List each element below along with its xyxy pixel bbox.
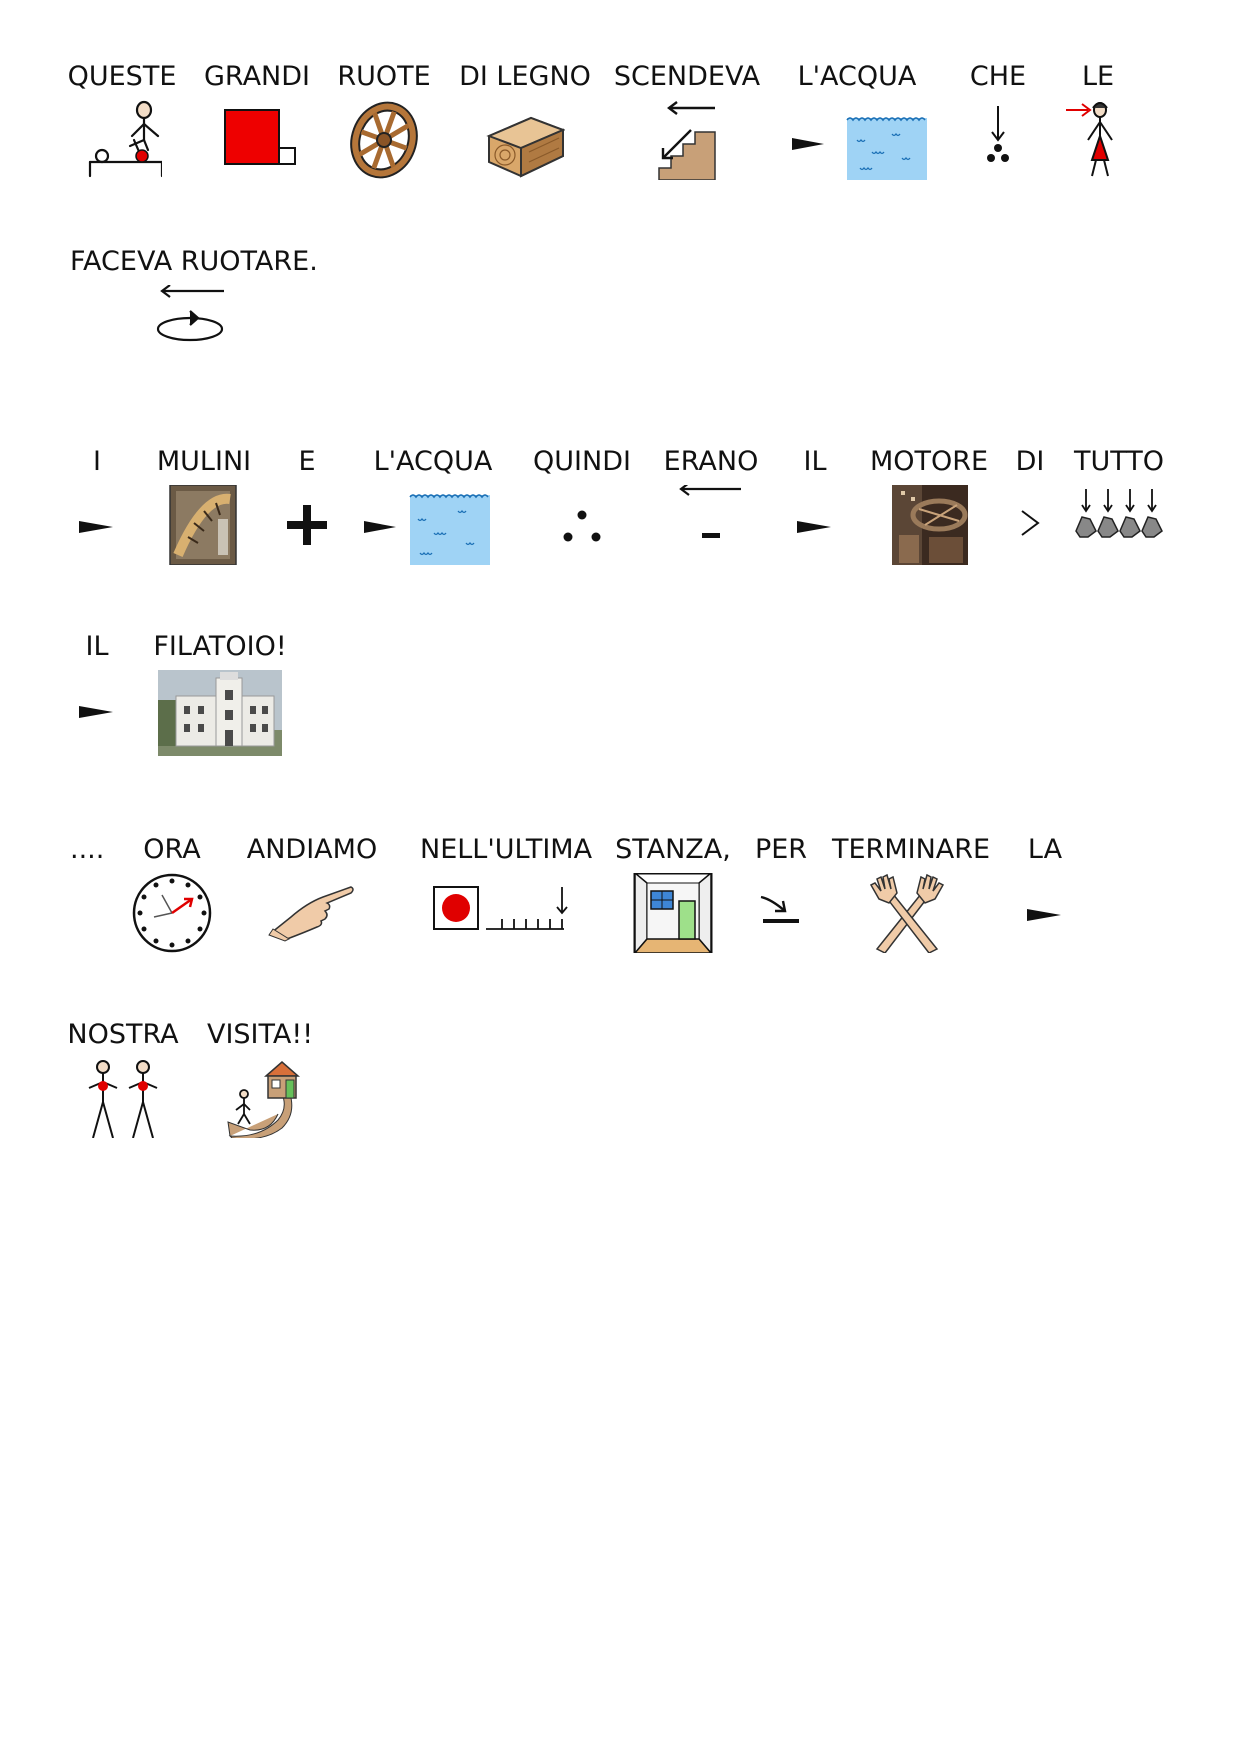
person-pointing-object-icon [82, 100, 162, 180]
word-label: ERANO [663, 446, 759, 477]
rotate-past-icon [150, 285, 230, 365]
clock-icon [132, 873, 212, 953]
word-label: STANZA, [615, 834, 731, 865]
word-lacqua-2 [358, 445, 508, 565]
word-label: ANDIAMO [246, 834, 378, 865]
word-label: TUTTO [1073, 446, 1165, 477]
word-quindi [507, 445, 657, 565]
word-queste [47, 60, 197, 180]
crossed-hands-icon [867, 873, 947, 953]
word-label: IL [803, 446, 827, 477]
plus-icon [267, 485, 347, 565]
word-label: CHE [969, 61, 1027, 92]
word-nostra [48, 1018, 198, 1138]
water-icon [782, 100, 932, 180]
word-andiamo [237, 833, 387, 953]
girl-pointer-icon [1058, 100, 1138, 180]
word-label: QUESTE [67, 61, 177, 92]
two-people-icon [83, 1058, 163, 1138]
word-ruote [309, 60, 459, 180]
word-label: RUOTE [337, 61, 431, 92]
therefore-dots-icon [542, 485, 622, 565]
word-label: SCENDEVA [613, 61, 761, 92]
word-label: .... [70, 834, 105, 865]
article-arrow-icon [775, 485, 855, 565]
word-label: NOSTRA [67, 1019, 179, 1050]
word-label: LE [1081, 61, 1115, 92]
article-arrow-icon [57, 485, 137, 565]
word-tutto [1044, 445, 1194, 565]
wooden-wheel-icon [344, 100, 424, 180]
word-label: MULINI [156, 446, 252, 477]
word-filatoio [145, 630, 295, 750]
word-label: DI LEGNO [459, 61, 591, 92]
article-arrow-icon [57, 670, 137, 750]
word-label: GRANDI [203, 61, 310, 92]
word-label: E [298, 446, 316, 477]
big-small-square-icon [217, 100, 297, 180]
visit-house-path-icon [220, 1058, 300, 1138]
word-visita [185, 1018, 335, 1138]
word-ora [97, 833, 247, 953]
word-lacqua-1 [782, 60, 932, 180]
word-label: FILATOIO! [153, 631, 287, 662]
word-faceva-ruotare [70, 245, 318, 365]
room-icon [633, 873, 713, 953]
word-label: TERMINARE [832, 834, 991, 865]
word-label: NELL'ULTIMA [420, 834, 593, 865]
word-label: I [93, 446, 101, 477]
wood-log-icon [485, 100, 565, 180]
word-di-legno [450, 60, 600, 180]
word-label: L'ACQUA [797, 61, 917, 92]
word-le [1023, 60, 1173, 180]
article-arrow-icon [1005, 873, 1085, 953]
last-position-icon [430, 873, 570, 953]
purpose-arrow-icon [741, 873, 821, 953]
all-items-icon [1074, 485, 1164, 565]
word-la [970, 833, 1120, 953]
word-label: ORA [143, 834, 201, 865]
spinning-mill-building-photo-icon [158, 670, 282, 756]
word-label: VISITA!! [206, 1019, 314, 1050]
word-nellultima [420, 833, 593, 953]
word-label: QUINDI [533, 446, 631, 477]
word-scendeva [612, 60, 762, 180]
water-icon [354, 485, 504, 565]
be-past-icon [671, 485, 751, 565]
word-label: FACEVA RUOTARE. [70, 246, 318, 277]
word-label: MOTORE [869, 446, 989, 477]
word-label: DI [1015, 446, 1045, 477]
word-terminare [832, 833, 991, 953]
word-label: IL [85, 631, 109, 662]
word-label: L'ACQUA [373, 446, 493, 477]
go-downstairs-past-icon [647, 100, 727, 180]
word-label: PER [754, 834, 808, 865]
word-label: LA [1027, 834, 1063, 865]
pointing-hand-icon [267, 873, 357, 953]
